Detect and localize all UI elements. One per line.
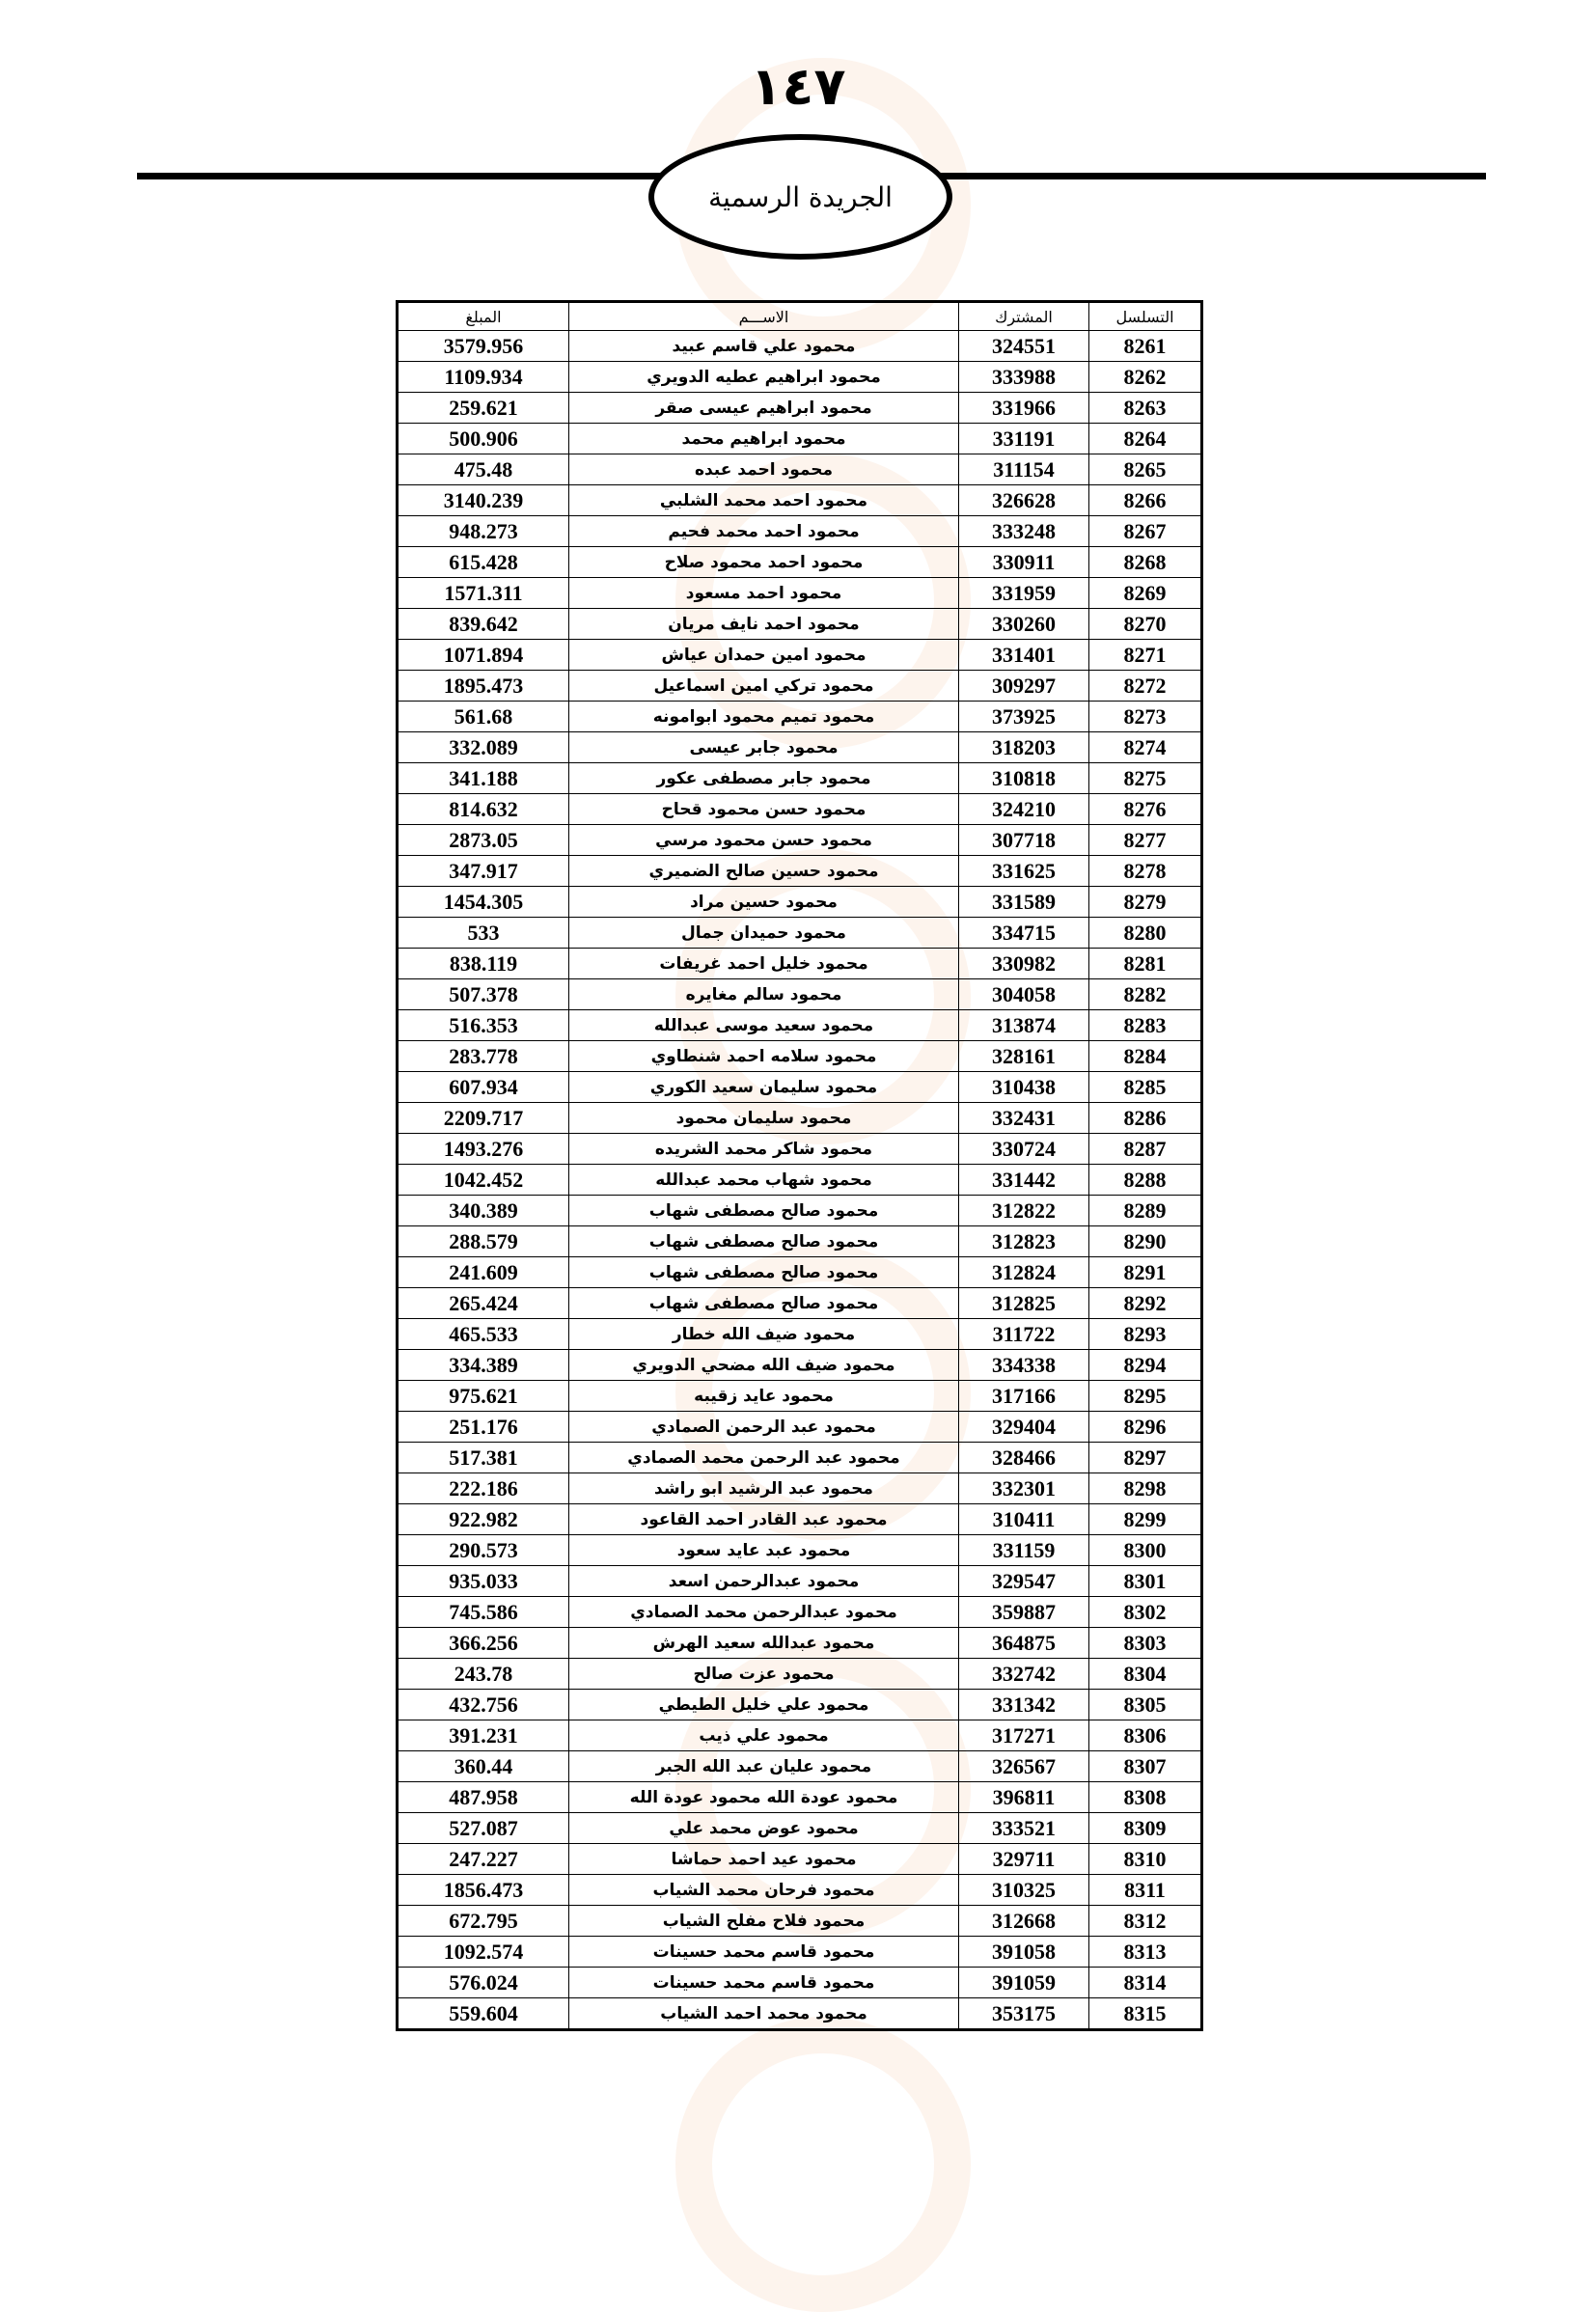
cell-subscriber: 330260 bbox=[959, 609, 1089, 640]
cell-amount: 1571.311 bbox=[398, 578, 569, 609]
cell-amount: 507.378 bbox=[398, 979, 569, 1010]
cell-amount: 1856.473 bbox=[398, 1875, 569, 1906]
cell-name: محمود شاكر محمد الشريده bbox=[569, 1134, 959, 1165]
cell-amount: 1454.305 bbox=[398, 887, 569, 918]
cell-serial: 8295 bbox=[1089, 1381, 1202, 1412]
table-row bbox=[398, 949, 1202, 979]
payments-table bbox=[396, 300, 1203, 2031]
cell-amount: 1071.894 bbox=[398, 640, 569, 671]
cell-amount: 283.778 bbox=[398, 1041, 569, 1072]
cell-subscriber: 311722 bbox=[959, 1319, 1089, 1350]
cell-subscriber: 312824 bbox=[959, 1257, 1089, 1288]
table-row bbox=[398, 1720, 1202, 1751]
cell-name: محمود سليمان سعيد الكوري bbox=[569, 1072, 959, 1103]
table-row bbox=[398, 1226, 1202, 1257]
table-row bbox=[398, 1196, 1202, 1226]
cell-subscriber: 331959 bbox=[959, 578, 1089, 609]
cell-name: محمود صالح مصطفى شهاب bbox=[569, 1196, 959, 1226]
cell-subscriber: 318203 bbox=[959, 732, 1089, 763]
cell-serial: 8302 bbox=[1089, 1597, 1202, 1628]
table-row bbox=[398, 1998, 1202, 2030]
column-header-name: الاســـم bbox=[569, 302, 959, 331]
table-row bbox=[398, 1319, 1202, 1350]
cell-subscriber: 373925 bbox=[959, 702, 1089, 732]
cell-name: محمود سالم مغايره bbox=[569, 979, 959, 1010]
cell-name: محمود عايد زقيبه bbox=[569, 1381, 959, 1412]
cell-amount: 607.934 bbox=[398, 1072, 569, 1103]
cell-subscriber: 331966 bbox=[959, 393, 1089, 424]
cell-name: محمود فلاح مفلح الشياب bbox=[569, 1906, 959, 1937]
cell-serial: 8286 bbox=[1089, 1103, 1202, 1134]
cell-name: محمود احمد عبده bbox=[569, 454, 959, 485]
cell-amount: 2209.717 bbox=[398, 1103, 569, 1134]
table-row bbox=[398, 1381, 1202, 1412]
cell-name: محمود فرحان محمد الشياب bbox=[569, 1875, 959, 1906]
table-row bbox=[398, 393, 1202, 424]
cell-serial: 8292 bbox=[1089, 1288, 1202, 1319]
cell-amount: 241.609 bbox=[398, 1257, 569, 1288]
cell-subscriber: 396811 bbox=[959, 1782, 1089, 1813]
cell-name: محمود حسين صالح الضميري bbox=[569, 856, 959, 887]
cell-serial: 8282 bbox=[1089, 979, 1202, 1010]
cell-name: محمود صالح مصطفى شهاب bbox=[569, 1226, 959, 1257]
cell-amount: 243.78 bbox=[398, 1659, 569, 1690]
table-row bbox=[398, 1134, 1202, 1165]
cell-serial: 8287 bbox=[1089, 1134, 1202, 1165]
table-row bbox=[398, 887, 1202, 918]
cell-serial: 8266 bbox=[1089, 485, 1202, 516]
cell-name: محمود عبد القادر احمد القاعود bbox=[569, 1504, 959, 1535]
cell-serial: 8299 bbox=[1089, 1504, 1202, 1535]
cell-subscriber: 353175 bbox=[959, 1998, 1089, 2030]
cell-subscriber: 331625 bbox=[959, 856, 1089, 887]
cell-serial: 8264 bbox=[1089, 424, 1202, 454]
cell-serial: 8261 bbox=[1089, 331, 1202, 362]
cell-amount: 922.982 bbox=[398, 1504, 569, 1535]
cell-amount: 334.389 bbox=[398, 1350, 569, 1381]
cell-amount: 360.44 bbox=[398, 1751, 569, 1782]
cell-serial: 8275 bbox=[1089, 763, 1202, 794]
table-row bbox=[398, 1875, 1202, 1906]
column-header-amount: المبلغ bbox=[398, 302, 569, 331]
cell-subscriber: 331401 bbox=[959, 640, 1089, 671]
cell-serial: 8309 bbox=[1089, 1813, 1202, 1844]
cell-amount: 265.424 bbox=[398, 1288, 569, 1319]
cell-serial: 8283 bbox=[1089, 1010, 1202, 1041]
cell-serial: 8307 bbox=[1089, 1751, 1202, 1782]
cell-name: محمود عودة الله محمود عودة الله bbox=[569, 1782, 959, 1813]
cell-serial: 8296 bbox=[1089, 1412, 1202, 1443]
cell-name: محمود سعيد موسى عبدالله bbox=[569, 1010, 959, 1041]
cell-subscriber: 333521 bbox=[959, 1813, 1089, 1844]
cell-serial: 8293 bbox=[1089, 1319, 1202, 1350]
cell-serial: 8291 bbox=[1089, 1257, 1202, 1288]
cell-amount: 288.579 bbox=[398, 1226, 569, 1257]
cell-serial: 8262 bbox=[1089, 362, 1202, 393]
cell-amount: 3579.956 bbox=[398, 331, 569, 362]
cell-serial: 8278 bbox=[1089, 856, 1202, 887]
table-row bbox=[398, 1782, 1202, 1813]
cell-subscriber: 334715 bbox=[959, 918, 1089, 949]
cell-subscriber: 364875 bbox=[959, 1628, 1089, 1659]
cell-name: محمود عبدالله سعيد الهرش bbox=[569, 1628, 959, 1659]
cell-subscriber: 310818 bbox=[959, 763, 1089, 794]
cell-name: محمود حميدان جمال bbox=[569, 918, 959, 949]
cell-amount: 814.632 bbox=[398, 794, 569, 825]
cell-amount: 347.917 bbox=[398, 856, 569, 887]
cell-name: محمود علي ذيب bbox=[569, 1720, 959, 1751]
cell-subscriber: 332431 bbox=[959, 1103, 1089, 1134]
cell-subscriber: 330724 bbox=[959, 1134, 1089, 1165]
cell-serial: 8312 bbox=[1089, 1906, 1202, 1937]
cell-serial: 8269 bbox=[1089, 578, 1202, 609]
table-row bbox=[398, 1443, 1202, 1473]
column-header-serial: التسلسل bbox=[1089, 302, 1202, 331]
cell-serial: 8263 bbox=[1089, 393, 1202, 424]
cell-serial: 8276 bbox=[1089, 794, 1202, 825]
table-row bbox=[398, 1350, 1202, 1381]
cell-amount: 391.231 bbox=[398, 1720, 569, 1751]
cell-amount: 745.586 bbox=[398, 1597, 569, 1628]
table-row bbox=[398, 1566, 1202, 1597]
table-row bbox=[398, 1968, 1202, 1998]
cell-name: محمود عبد عايد سعود bbox=[569, 1535, 959, 1566]
cell-name: محمود محمد احمد الشياب bbox=[569, 1998, 959, 2030]
table-row bbox=[398, 640, 1202, 671]
cell-amount: 576.024 bbox=[398, 1968, 569, 1998]
table-row bbox=[398, 547, 1202, 578]
table-row bbox=[398, 1597, 1202, 1628]
cell-serial: 8310 bbox=[1089, 1844, 1202, 1875]
table-row bbox=[398, 918, 1202, 949]
cell-amount: 935.033 bbox=[398, 1566, 569, 1597]
cell-subscriber: 326628 bbox=[959, 485, 1089, 516]
cell-amount: 465.533 bbox=[398, 1319, 569, 1350]
cell-subscriber: 317166 bbox=[959, 1381, 1089, 1412]
cell-serial: 8273 bbox=[1089, 702, 1202, 732]
table-row bbox=[398, 331, 1202, 362]
cell-amount: 1895.473 bbox=[398, 671, 569, 702]
cell-serial: 8314 bbox=[1089, 1968, 1202, 1998]
cell-amount: 247.227 bbox=[398, 1844, 569, 1875]
table-row bbox=[398, 1659, 1202, 1690]
cell-amount: 500.906 bbox=[398, 424, 569, 454]
cell-subscriber: 329547 bbox=[959, 1566, 1089, 1597]
cell-serial: 8298 bbox=[1089, 1473, 1202, 1504]
cell-name: محمود احمد محمد الشلبي bbox=[569, 485, 959, 516]
cell-serial: 8272 bbox=[1089, 671, 1202, 702]
cell-name: محمود عوض محمد علي bbox=[569, 1813, 959, 1844]
cell-name: محمود خليل احمد غريفات bbox=[569, 949, 959, 979]
cell-name: محمود ابراهيم محمد bbox=[569, 424, 959, 454]
table-row bbox=[398, 1844, 1202, 1875]
cell-amount: 672.795 bbox=[398, 1906, 569, 1937]
cell-amount: 615.428 bbox=[398, 547, 569, 578]
cell-serial: 8277 bbox=[1089, 825, 1202, 856]
cell-subscriber: 312822 bbox=[959, 1196, 1089, 1226]
cell-subscriber: 331159 bbox=[959, 1535, 1089, 1566]
cell-subscriber: 329711 bbox=[959, 1844, 1089, 1875]
cell-name: محمود قاسم محمد حسينات bbox=[569, 1937, 959, 1968]
table-row bbox=[398, 856, 1202, 887]
cell-serial: 8265 bbox=[1089, 454, 1202, 485]
cell-subscriber: 324551 bbox=[959, 331, 1089, 362]
header-oval bbox=[648, 134, 952, 260]
table-row bbox=[398, 763, 1202, 794]
table-row bbox=[398, 1690, 1202, 1720]
cell-subscriber: 332742 bbox=[959, 1659, 1089, 1690]
cell-subscriber: 329404 bbox=[959, 1412, 1089, 1443]
cell-serial: 8280 bbox=[1089, 918, 1202, 949]
cell-subscriber: 311154 bbox=[959, 454, 1089, 485]
cell-amount: 1493.276 bbox=[398, 1134, 569, 1165]
cell-serial: 8294 bbox=[1089, 1350, 1202, 1381]
cell-name: محمود جابر عيسى bbox=[569, 732, 959, 763]
cell-name: محمود احمد نايف مريان bbox=[569, 609, 959, 640]
table-row bbox=[398, 1165, 1202, 1196]
cell-name: محمود علي قاسم عبيد bbox=[569, 331, 959, 362]
cell-subscriber: 328161 bbox=[959, 1041, 1089, 1072]
cell-subscriber: 324210 bbox=[959, 794, 1089, 825]
table-row bbox=[398, 1412, 1202, 1443]
cell-serial: 8288 bbox=[1089, 1165, 1202, 1196]
cell-amount: 838.119 bbox=[398, 949, 569, 979]
cell-serial: 8270 bbox=[1089, 609, 1202, 640]
table-row bbox=[398, 1751, 1202, 1782]
cell-amount: 251.176 bbox=[398, 1412, 569, 1443]
cell-serial: 8281 bbox=[1089, 949, 1202, 979]
cell-amount: 222.186 bbox=[398, 1473, 569, 1504]
cell-name: محمود عيد احمد حماشا bbox=[569, 1844, 959, 1875]
cell-subscriber: 328466 bbox=[959, 1443, 1089, 1473]
cell-subscriber: 310325 bbox=[959, 1875, 1089, 1906]
cell-name: محمود عبدالرحمن محمد الصمادي bbox=[569, 1597, 959, 1628]
table-row bbox=[398, 794, 1202, 825]
cell-amount: 259.621 bbox=[398, 393, 569, 424]
table-row bbox=[398, 1010, 1202, 1041]
cell-name: محمود قاسم محمد حسينات bbox=[569, 1968, 959, 1998]
cell-serial: 8300 bbox=[1089, 1535, 1202, 1566]
cell-subscriber: 391059 bbox=[959, 1968, 1089, 1998]
table-row bbox=[398, 702, 1202, 732]
cell-amount: 1092.574 bbox=[398, 1937, 569, 1968]
cell-amount: 517.381 bbox=[398, 1443, 569, 1473]
table-row bbox=[398, 1535, 1202, 1566]
cell-subscriber: 334338 bbox=[959, 1350, 1089, 1381]
cell-name: محمود ابراهيم عطيه الدويري bbox=[569, 362, 959, 393]
cell-amount: 527.087 bbox=[398, 1813, 569, 1844]
cell-subscriber: 312825 bbox=[959, 1288, 1089, 1319]
cell-serial: 8289 bbox=[1089, 1196, 1202, 1226]
cell-serial: 8308 bbox=[1089, 1782, 1202, 1813]
cell-name: محمود تركي امين اسماعيل bbox=[569, 671, 959, 702]
table-row bbox=[398, 609, 1202, 640]
cell-subscriber: 331191 bbox=[959, 424, 1089, 454]
cell-amount: 340.389 bbox=[398, 1196, 569, 1226]
table-row bbox=[398, 1473, 1202, 1504]
cell-serial: 8274 bbox=[1089, 732, 1202, 763]
cell-name: محمود شهاب محمد عبدالله bbox=[569, 1165, 959, 1196]
cell-amount: 559.604 bbox=[398, 1998, 569, 2030]
cell-subscriber: 307718 bbox=[959, 825, 1089, 856]
table-row bbox=[398, 732, 1202, 763]
table-row bbox=[398, 454, 1202, 485]
cell-subscriber: 317271 bbox=[959, 1720, 1089, 1751]
cell-amount: 1109.934 bbox=[398, 362, 569, 393]
table-row bbox=[398, 424, 1202, 454]
cell-amount: 3140.239 bbox=[398, 485, 569, 516]
cell-name: محمود عبد الرحمن الصمادي bbox=[569, 1412, 959, 1443]
cell-name: محمود سليمان محمود bbox=[569, 1103, 959, 1134]
cell-name: محمود علي خليل الطيطي bbox=[569, 1690, 959, 1720]
cell-amount: 366.256 bbox=[398, 1628, 569, 1659]
cell-name: محمود احمد محمود صلاح bbox=[569, 547, 959, 578]
cell-subscriber: 310438 bbox=[959, 1072, 1089, 1103]
cell-name: محمود سلامه احمد شنطاوي bbox=[569, 1041, 959, 1072]
cell-serial: 8267 bbox=[1089, 516, 1202, 547]
cell-subscriber: 331342 bbox=[959, 1690, 1089, 1720]
cell-amount: 948.273 bbox=[398, 516, 569, 547]
clock-watermark-icon bbox=[675, 2017, 971, 2312]
cell-subscriber: 330982 bbox=[959, 949, 1089, 979]
cell-subscriber: 312823 bbox=[959, 1226, 1089, 1257]
cell-serial: 8279 bbox=[1089, 887, 1202, 918]
table-row bbox=[398, 1072, 1202, 1103]
cell-name: محمود ابراهيم عيسى صقر bbox=[569, 393, 959, 424]
cell-serial: 8304 bbox=[1089, 1659, 1202, 1690]
table-header-row bbox=[398, 302, 1202, 331]
table-row bbox=[398, 1813, 1202, 1844]
cell-subscriber: 391058 bbox=[959, 1937, 1089, 1968]
cell-name: محمود عبد الرحمن محمد الصمادي bbox=[569, 1443, 959, 1473]
table-row bbox=[398, 362, 1202, 393]
cell-amount: 516.353 bbox=[398, 1010, 569, 1041]
table-row bbox=[398, 1504, 1202, 1535]
cell-subscriber: 359887 bbox=[959, 1597, 1089, 1628]
cell-name: محمود ضيف الله خطار bbox=[569, 1319, 959, 1350]
column-header-subscriber: المشترك bbox=[959, 302, 1089, 331]
cell-subscriber: 310411 bbox=[959, 1504, 1089, 1535]
table-row bbox=[398, 1257, 1202, 1288]
table-row bbox=[398, 979, 1202, 1010]
cell-serial: 8268 bbox=[1089, 547, 1202, 578]
cell-amount: 487.958 bbox=[398, 1782, 569, 1813]
cell-serial: 8284 bbox=[1089, 1041, 1202, 1072]
table-row bbox=[398, 1288, 1202, 1319]
cell-amount: 432.756 bbox=[398, 1690, 569, 1720]
cell-subscriber: 333248 bbox=[959, 516, 1089, 547]
table-row bbox=[398, 825, 1202, 856]
cell-name: محمود احمد محمد فحيم bbox=[569, 516, 959, 547]
cell-serial: 8290 bbox=[1089, 1226, 1202, 1257]
cell-name: محمود عبدالرحمن اسعد bbox=[569, 1566, 959, 1597]
cell-subscriber: 326567 bbox=[959, 1751, 1089, 1782]
table-row bbox=[398, 1906, 1202, 1937]
cell-amount: 290.573 bbox=[398, 1535, 569, 1566]
cell-amount: 2873.05 bbox=[398, 825, 569, 856]
cell-name: محمود عبد الرشيد ابو راشد bbox=[569, 1473, 959, 1504]
cell-name: محمود حسن محمود قحاح bbox=[569, 794, 959, 825]
cell-name: محمود جابر مصطفى عكور bbox=[569, 763, 959, 794]
table-row bbox=[398, 671, 1202, 702]
cell-subscriber: 309297 bbox=[959, 671, 1089, 702]
table-row bbox=[398, 485, 1202, 516]
cell-subscriber: 313874 bbox=[959, 1010, 1089, 1041]
cell-amount: 332.089 bbox=[398, 732, 569, 763]
cell-serial: 8306 bbox=[1089, 1720, 1202, 1751]
table-row bbox=[398, 1628, 1202, 1659]
cell-subscriber: 331589 bbox=[959, 887, 1089, 918]
table-row bbox=[398, 516, 1202, 547]
cell-amount: 341.188 bbox=[398, 763, 569, 794]
cell-amount: 975.621 bbox=[398, 1381, 569, 1412]
cell-amount: 561.68 bbox=[398, 702, 569, 732]
cell-name: محمود عزت صالح bbox=[569, 1659, 959, 1690]
cell-name: محمود حسين مراد bbox=[569, 887, 959, 918]
cell-subscriber: 330911 bbox=[959, 547, 1089, 578]
cell-name: محمود امين حمدان عياش bbox=[569, 640, 959, 671]
cell-serial: 8285 bbox=[1089, 1072, 1202, 1103]
cell-name: محمود احمد مسعود bbox=[569, 578, 959, 609]
cell-name: محمود عليان عبد الله الجبر bbox=[569, 1751, 959, 1782]
cell-amount: 1042.452 bbox=[398, 1165, 569, 1196]
cell-amount: 475.48 bbox=[398, 454, 569, 485]
cell-serial: 8311 bbox=[1089, 1875, 1202, 1906]
cell-serial: 8315 bbox=[1089, 1998, 1202, 2030]
cell-serial: 8271 bbox=[1089, 640, 1202, 671]
cell-serial: 8301 bbox=[1089, 1566, 1202, 1597]
cell-subscriber: 304058 bbox=[959, 979, 1089, 1010]
cell-name: محمود تميم محمود ابوامونه bbox=[569, 702, 959, 732]
cell-amount: 533 bbox=[398, 918, 569, 949]
cell-subscriber: 331442 bbox=[959, 1165, 1089, 1196]
cell-subscriber: 312668 bbox=[959, 1906, 1089, 1937]
cell-subscriber: 333988 bbox=[959, 362, 1089, 393]
cell-serial: 8303 bbox=[1089, 1628, 1202, 1659]
cell-serial: 8297 bbox=[1089, 1443, 1202, 1473]
cell-name: محمود صالح مصطفى شهاب bbox=[569, 1288, 959, 1319]
table-row bbox=[398, 578, 1202, 609]
cell-subscriber: 332301 bbox=[959, 1473, 1089, 1504]
page-number: ١٤٧ bbox=[750, 56, 846, 117]
table-row bbox=[398, 1041, 1202, 1072]
cell-name: محمود ضيف الله مضحي الدويري bbox=[569, 1350, 959, 1381]
table-row bbox=[398, 1103, 1202, 1134]
header-title: الجريدة الرسمية bbox=[708, 180, 893, 213]
cell-name: محمود حسن محمود مرسي bbox=[569, 825, 959, 856]
cell-serial: 8313 bbox=[1089, 1937, 1202, 1968]
cell-amount: 839.642 bbox=[398, 609, 569, 640]
table-row bbox=[398, 1937, 1202, 1968]
cell-serial: 8305 bbox=[1089, 1690, 1202, 1720]
cell-name: محمود صالح مصطفى شهاب bbox=[569, 1257, 959, 1288]
